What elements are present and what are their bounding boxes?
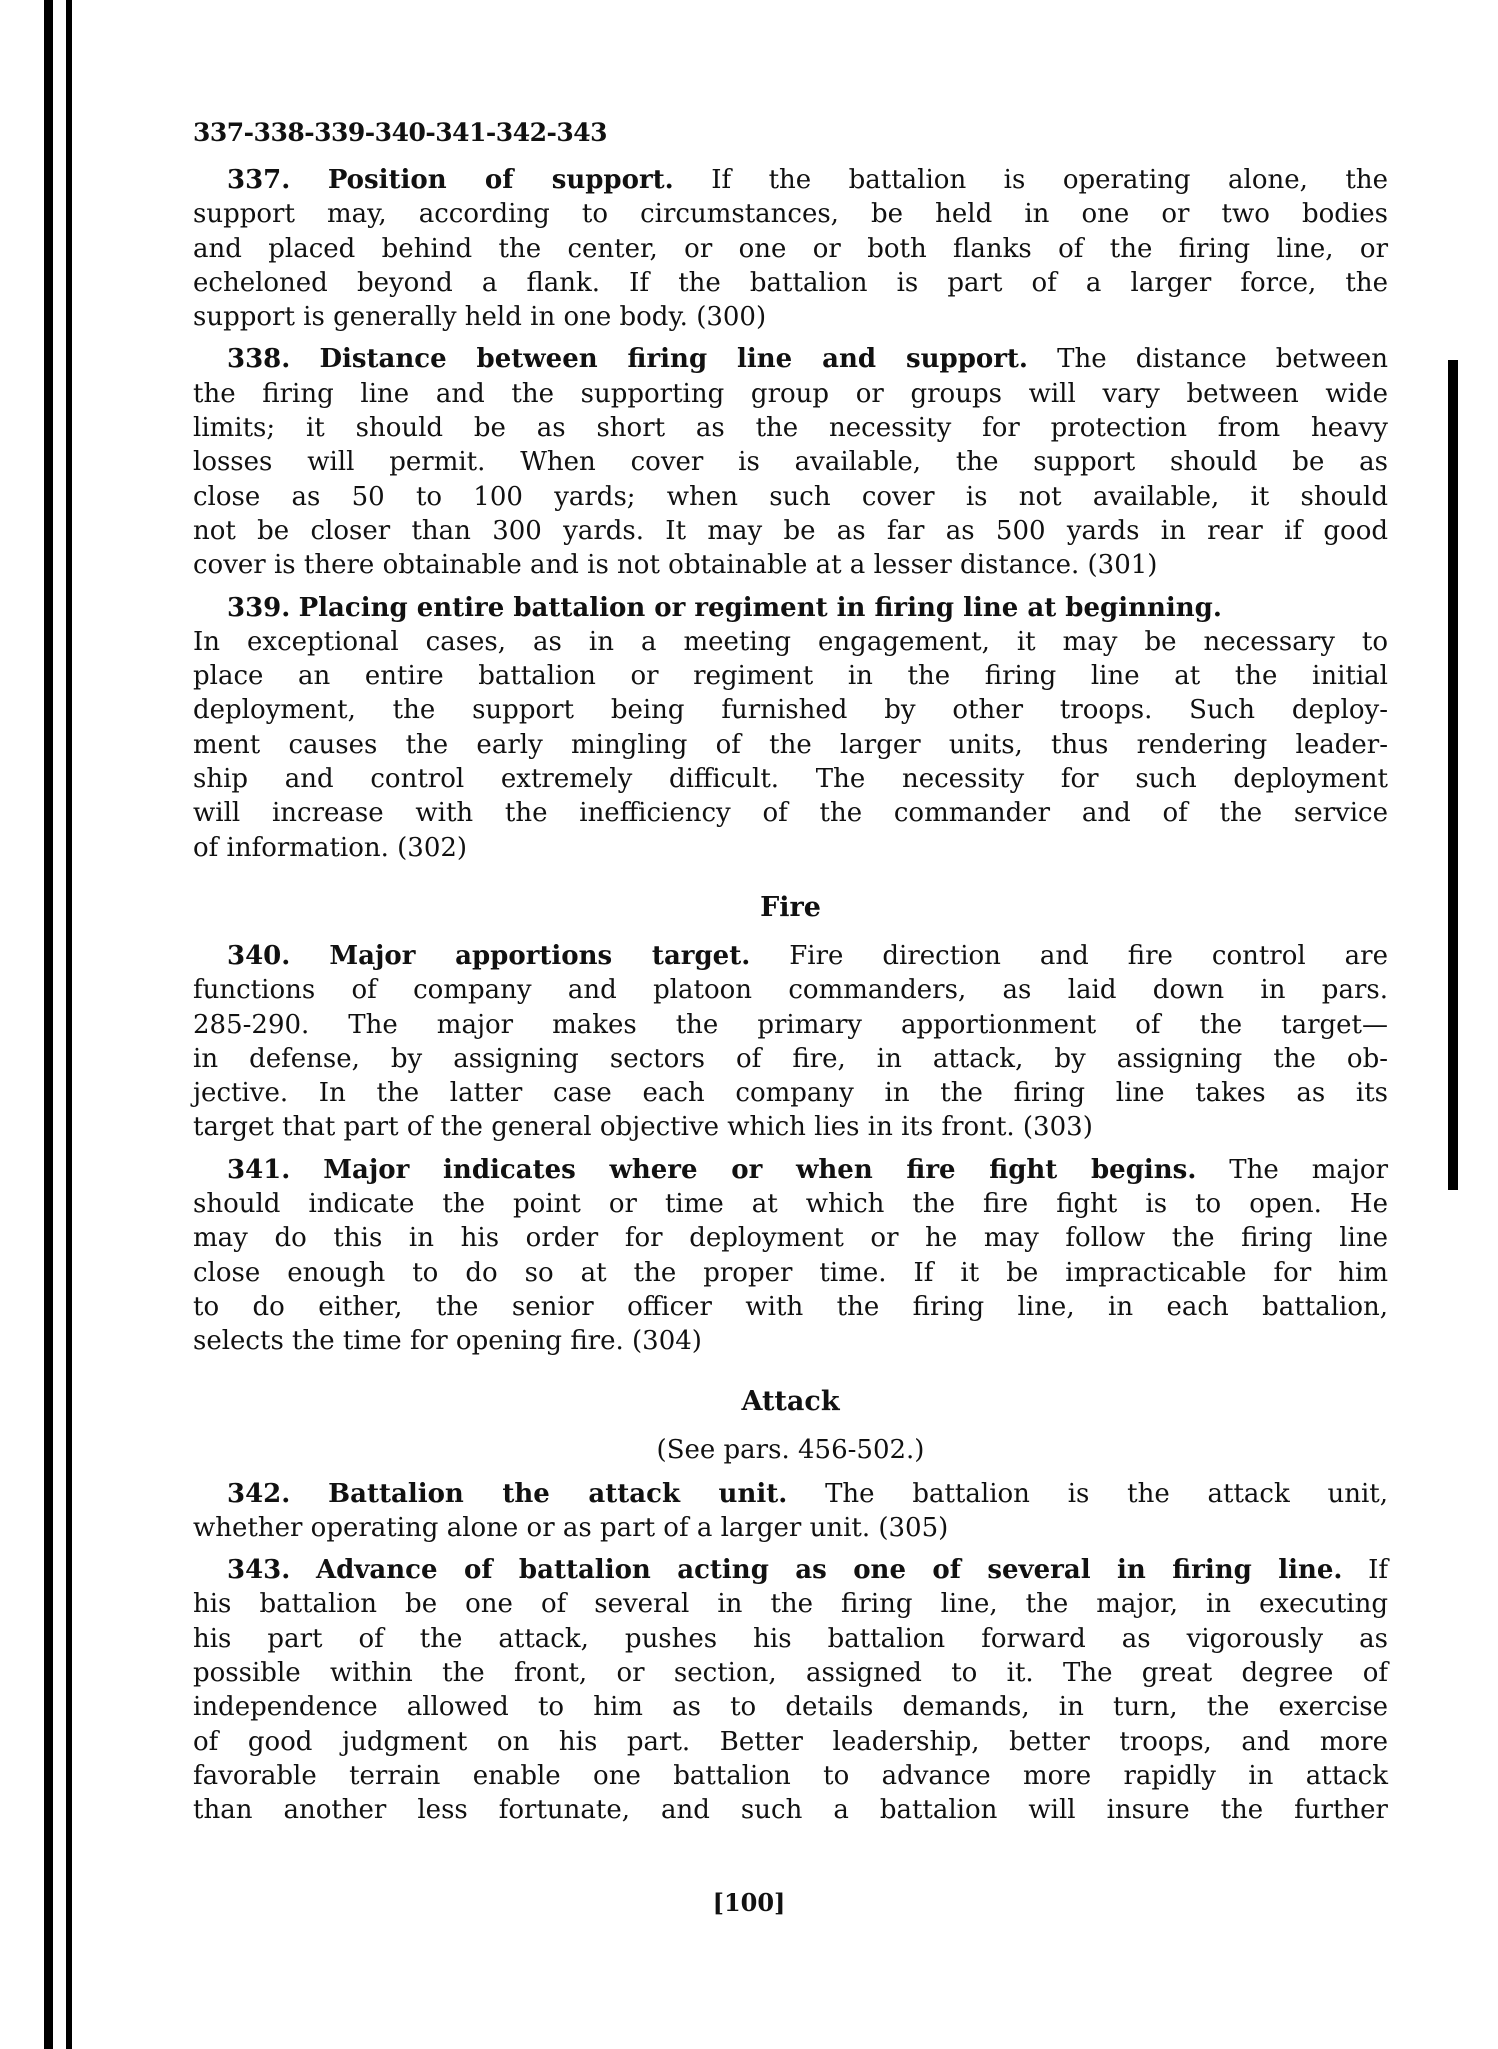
paragraph-text: If	[1342, 1555, 1388, 1586]
text-line: his battalion be one of several in the firing line, the major, in executing	[193, 1589, 1388, 1620]
paragraph-text: The distance between	[1027, 344, 1389, 375]
paragraph-338	[193, 342, 1388, 582]
text-line: In exceptional cases, as in a meeting engagement, it may be necessary to	[193, 626, 1388, 657]
text-line: 285-290. The major makes the primary apportionment of the target—	[193, 1009, 1388, 1040]
text-line: in defense, by assigning sectors of fire, in attack, by assigning the ob-	[193, 1043, 1388, 1074]
page-number: [100]	[712, 1888, 786, 1917]
paragraph-title: Placing entire battalion or regiment in firing line at beginning.	[298, 592, 1222, 623]
paragraph-number: 338.	[227, 344, 291, 375]
text-line	[193, 591, 1388, 625]
text-line	[193, 1553, 1388, 1587]
text-line: echeloned beyond a flank. If the battalion is part of a larger force, the	[193, 267, 1388, 298]
text-line: possible within the front, or section, assigned to it. The great degree of	[193, 1657, 1388, 1688]
text-line: of good judgment on his part. Better leadership, better troops, and more	[193, 1726, 1388, 1757]
text-line: functions of company and platoon commanders, as laid down in pars.	[193, 975, 1388, 1006]
scan-artifact	[1448, 360, 1458, 1190]
paragraph-340	[193, 939, 1388, 1145]
paragraph-number: 341.	[227, 1154, 291, 1185]
paragraph-339	[193, 591, 1388, 865]
paragraph-text: The battalion is the attack unit,	[787, 1478, 1389, 1509]
paragraph-title: Distance between firing line and support.	[319, 344, 1028, 375]
text-line: close enough to do so at the proper time. If it be impracticable for him	[193, 1257, 1388, 1288]
text-line: whether operating alone or as part of a larger unit. (305)	[193, 1512, 949, 1543]
text-line: not be closer than 300 yards. It may be as far as 500 yards in rear if good	[193, 515, 1388, 546]
paragraph-341	[193, 1153, 1388, 1359]
text-line: close as 50 to 100 yards; when such cover is not available, it should	[193, 481, 1388, 512]
paragraph-number: 337.	[227, 165, 291, 195]
paragraph-number: 340.	[227, 940, 291, 971]
text-line: of information. (302)	[193, 832, 468, 863]
paragraph-342	[193, 1477, 1388, 1546]
binding-edge-line	[44, 0, 53, 2049]
text-line: selects the time for opening fire. (304)	[193, 1326, 702, 1357]
paragraph-number: 343.	[227, 1555, 291, 1586]
running-header: 337-338-339-340-341-342-343	[193, 118, 608, 147]
text-line: his part of the attack, pushes his battalion forward as vigorously as	[193, 1623, 1388, 1654]
text-line: than another less fortunate, and such a battalion will insure the further	[193, 1795, 1388, 1826]
text-line: jective. In the latter case each company in the firing line takes as its	[193, 1078, 1388, 1109]
paragraph-text: The major	[1196, 1154, 1388, 1185]
text-line: place an entire battalion or regiment in the firing line at the initial	[193, 661, 1388, 692]
text-line: support is generally held in one body. (300)	[193, 302, 767, 333]
text-line	[193, 1153, 1388, 1187]
paragraph-text: If the battalion is operating alone, the	[673, 165, 1388, 195]
paragraph-number: 339.	[227, 592, 291, 623]
text-line: ment causes the early mingling of the larger units, thus rendering leader-	[193, 729, 1388, 760]
text-line	[193, 342, 1388, 376]
text-line: will increase with the inefficiency of the commander and of the service	[193, 798, 1388, 829]
paragraph-title: Position of support.	[327, 165, 674, 195]
paragraph-title: Major apportions target.	[329, 940, 751, 971]
text-line: independence allowed to him as to details demands, in turn, the exercise	[193, 1692, 1388, 1723]
text-line: target that part of the general objective which lies in its front. (303)	[193, 1112, 1093, 1143]
text-line: the firing line and the supporting group or groups will vary between wide	[193, 378, 1388, 409]
text-line: may do this in his order for deployment or he may follow the firing line	[193, 1223, 1388, 1254]
paragraph-number: 342.	[227, 1478, 291, 1509]
paragraph-343	[193, 1553, 1388, 1827]
text-line: should indicate the point or time at which the fire fight is to open. He	[193, 1189, 1388, 1220]
text-line: cover is there obtainable and is not obtainable at a lesser distance. (301)	[193, 550, 1158, 581]
text-line	[193, 939, 1388, 973]
text-line: losses will permit. When cover is available, the support should be as	[193, 447, 1388, 478]
paragraph-text: Fire direction and fire control are	[750, 940, 1388, 971]
text-line: limits; it should be as short as the necessity for protection from heavy	[193, 413, 1388, 444]
section-heading-attack: Attack	[741, 1385, 840, 1417]
section-heading-fire: Fire	[760, 891, 821, 923]
text-line: favorable terrain enable one battalion to advance more rapidly in attack	[193, 1760, 1388, 1791]
section-reference: (See pars. 456-502.)	[656, 1434, 925, 1465]
text-line: deployment, the support being furnished by other troops. Such deploy-	[193, 695, 1388, 726]
paragraph-337	[193, 163, 1388, 334]
text-line	[193, 163, 1388, 197]
page-content	[193, 118, 1388, 1835]
binding-edge-line	[66, 0, 72, 2049]
text-line: support may, according to circumstances, be held in one or two bodies	[193, 199, 1388, 230]
paragraph-title: Battalion the attack unit.	[328, 1478, 788, 1509]
text-line: to do either, the senior officer with the firing line, in each battalion,	[193, 1291, 1388, 1322]
text-line: ship and control extremely difficult. The necessity for such deployment	[193, 764, 1388, 795]
paragraph-title: Advance of battalion acting as one of several in firing line.	[315, 1555, 1343, 1586]
text-line	[193, 1477, 1388, 1511]
paragraph-title: Major indicates where or when fire fight begins.	[323, 1154, 1197, 1185]
text-line: and placed behind the center, or one or both flanks of the firing line, or	[193, 233, 1388, 264]
